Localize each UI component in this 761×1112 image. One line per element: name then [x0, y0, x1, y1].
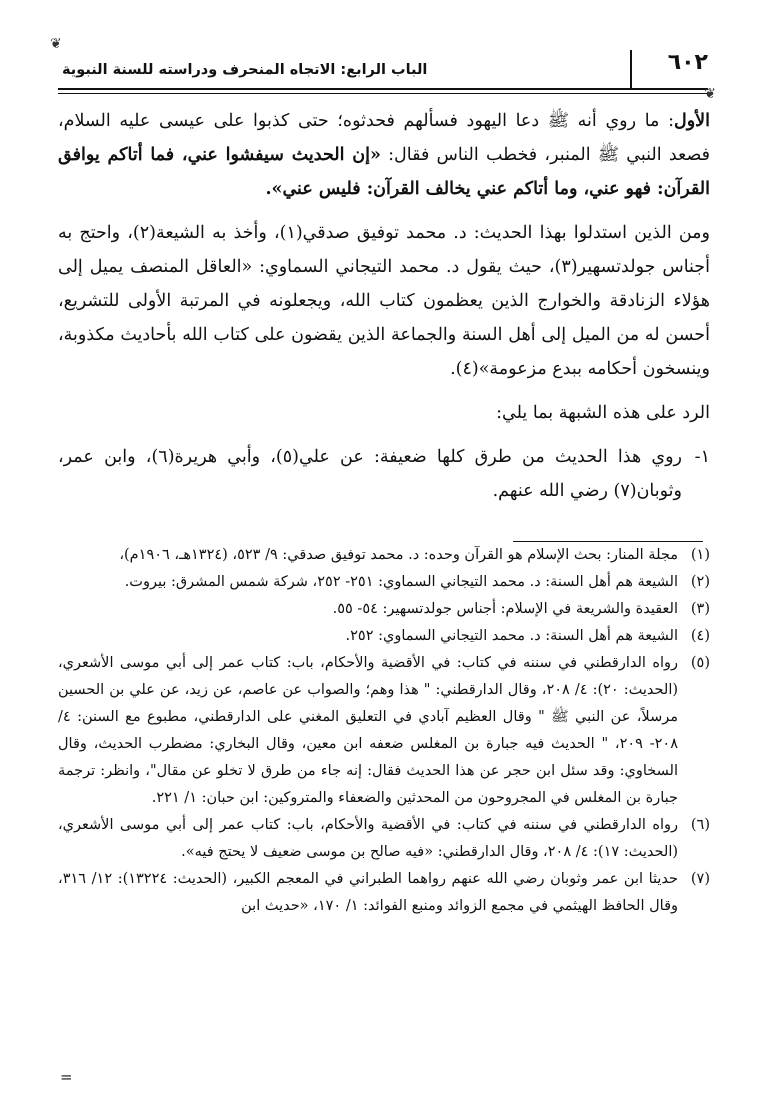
corner-ornament-icon: ❦	[50, 36, 62, 52]
argument-lead: الأول	[673, 111, 710, 131]
main-text	[58, 104, 710, 508]
footnote	[58, 866, 710, 920]
header-rule-thin	[58, 93, 708, 94]
footnote	[58, 623, 710, 650]
list-item-number: ١-	[694, 447, 710, 467]
paragraph-first-argument	[58, 104, 710, 206]
running-title: الباب الرابع: الاتجاه المنحرف ودراسته للسنة النبوية	[62, 62, 428, 78]
footnote-number: (٥)	[690, 655, 710, 671]
argument-text: : ما روي أنه ﷺ دعا اليهود فسألهم فحدثوه؛ حتى كذبوا على عيسى عليه السلام، فصعد النبي ﷺ المنبر، فخطب الناس فقال:	[58, 111, 710, 165]
footnote-number: (٧)	[690, 871, 710, 887]
continuation-mark: =	[60, 1068, 73, 1086]
paragraph-proponents: ومن الذين استدلوا بهذا الحديث: د. محمد توفيق صدقي(١)، وأخذ به الشيعة(٢)، واحتج به أجناس جولدتسهير(٣)، حيث يقول د. محمد التيجاني السماوي: «العاقل المنصف يميل إلى هؤلاء الزنادقة والخوارج الذين يعظمون كتاب الله، ويجعلونه في المرتبة الأولى للتشريع، أحسن له من الميل إلى أهل السنة والجماعة الذين يقضون على كتاب الله بأحاديث مكذوبة، وينسخون أحكامه ببدع مزعومة»(٤).	[58, 223, 710, 379]
footnote	[58, 812, 710, 866]
page-number-box-divider	[630, 50, 632, 90]
footnote-number: (٦)	[690, 817, 710, 833]
hadith-quote: «إن الحديث سيفشوا عني، فما أتاكم يوافق القرآن: فهو عني، وما أتاكم عني يخالف القرآن: فليس عني».	[58, 145, 710, 199]
footnote-text: مجلة المنار: بحث الإسلام هو القرآن وحده: د. محمد توفيق صدقي: ٩/ ٥٢٣، (١٣٢٤هـ، ١٩٠٦م)،	[119, 547, 678, 563]
header-rule	[58, 88, 708, 90]
footnote-number: (١)	[690, 547, 710, 563]
footnote-number: (٢)	[690, 574, 710, 590]
footnote-number: (٤)	[690, 628, 710, 644]
footnote	[58, 542, 710, 569]
footnote-text: الشيعة هم أهل السنة: د. محمد التيجاني السماوي: ٢٥٢.	[345, 628, 678, 644]
paragraph-rebuttal-intro: الرد على هذه الشبهة بما يلي:	[496, 403, 710, 423]
footnote-number: (٣)	[690, 601, 710, 617]
footnote-text: حديثا ابن عمر وثوبان رضي الله عنهم رواهما الطبراني في المعجم الكبير، (الحديث: ١٣٢٢٤): ١٢/ ٣١٦، وقال الحافظ الهيثمي في مجمع الزوائد ومنبع الفوائد: ١/ ١٧٠، «حديث ابن	[58, 871, 678, 914]
page-header	[50, 36, 716, 102]
page-number: ٦٠٢	[667, 50, 708, 75]
list-item	[58, 440, 710, 508]
footnote-text: رواه الدارقطني في سننه في كتاب: في الأقضية والأحكام، باب: كتاب عمر إلى أبي موسى الأشعري، (الحديث: ٢٠): ٤/ ٢٠٨، وقال الدارقطني: " هذا وهم؛ والصواب عن عاصم، عن زيد، عن علي بن الحسين مرسلاً، عن النبي ﷺ " وقال العظيم آبادي في التعليق المغني على الدارقطني، مطبوع مع السنن: ٤/ ٢٠٨- ٢٠٩، " الحديث فيه جبارة بن المغلس ضعفه ابن معين، وقال البخاري: مضطرب الحديث، وقال السخاوي: وقد سئل ابن حجر عن هذا الحديث فقال: إنه جاء من طرق لا تخلو عن مقال"، وانظر: ترجمة جبارة بن المغلس في المجروحون من المحدثين والضعفاء والمتروكين: ابن حبان: ١/ ٢٢١.	[58, 655, 678, 806]
list-item-text: روي هذا الحديث من طرق كلها ضعيفة: عن علي(٥)، وأبي هريرة(٦)، وابن عمر، وثوبان(٧) رضي الله عنهم.	[58, 447, 682, 501]
footnote-text: الشيعة هم أهل السنة: د. محمد التيجاني السماوي: ٢٥١- ٢٥٢، شركة شمس المشرق: بيروت.	[124, 574, 678, 590]
footnotes	[58, 542, 710, 920]
corner-ornament-icon: ❦	[704, 86, 716, 102]
footnote	[58, 569, 710, 596]
footnote-text: العقيدة والشريعة في الإسلام: أجناس جولدتسهير: ٥٤- ٥٥.	[332, 601, 678, 617]
footnote	[58, 596, 710, 623]
footnote-text: رواه الدارقطني في سننه في كتاب: في الأقضية والأحكام، باب: كتاب عمر إلى أبي موسى الأشعري، (الحديث: ١٧): ٤/ ٢٠٨، وقال الدارقطني: «فيه صالح بن موسى ضعيف لا يحتج فيه».	[58, 817, 678, 860]
footnote	[58, 650, 710, 812]
